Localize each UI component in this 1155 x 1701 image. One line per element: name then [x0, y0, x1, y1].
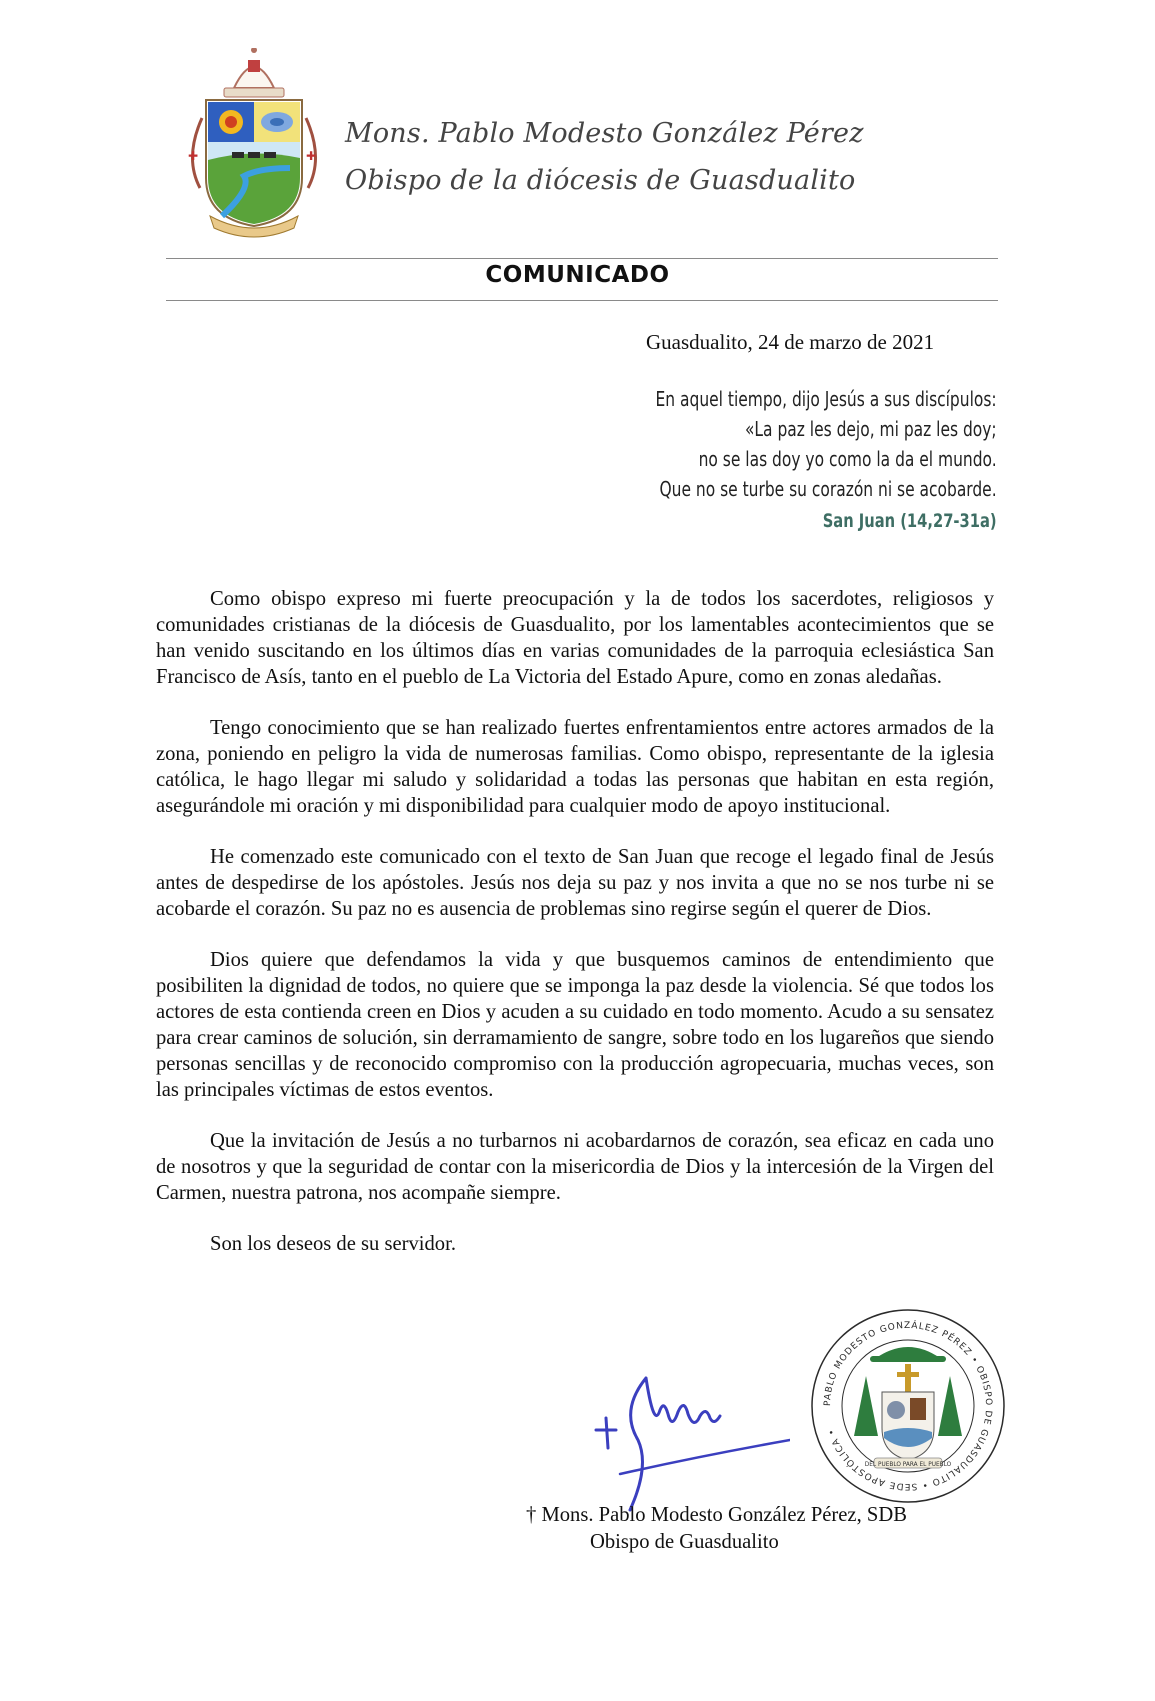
body-paragraph: Que la invitación de Jesús a no turbarnos ni acobardarnos de corazón, sea eficaz en cada uno de nosotros y que la seguridad de contar con la misericordia de Dios y la intercesión de la Virgen del Carmen, nuestra patrona, nos acompañe siempre. [156, 1130, 994, 1204]
body-paragraph: Como obispo expreso mi fuerte preocupación y la de todos los sacerdotes, religiosos y comunidades cristianas de la diócesis de Guasdualito, por los lamentables acontecimientos que se han venido suscitando en los últimos días en varias comunidades de la parroquia eclesiástica San Francisco de Asís, tanto en el pueblo de La Victoria del Estado Apure, como en zonas aledañas. [156, 588, 994, 688]
letterhead-bishop-title: Obispo de la diócesis de Guasdualito [345, 165, 856, 196]
epigraph-line: «La paz les dejo, mi paz les doy; [745, 417, 997, 441]
epigraph-citation: San Juan (14,27-31a) [823, 510, 997, 532]
letterhead [0, 0, 1155, 250]
svg-text:DEL PUEBLO PARA EL PUEBLO: DEL PUEBLO PARA EL PUEBLO [864, 1462, 952, 1468]
handwritten-signature [590, 1370, 790, 1520]
epigraph-line: no se las doy yo como la da el mundo. [698, 447, 997, 471]
epigraph-line: En aquel tiempo, dijo Jesús a sus discípulos: [655, 387, 997, 411]
svg-text:✚: ✚ [306, 149, 317, 163]
heading-rule-top [166, 258, 998, 259]
heading-rule-bottom [166, 300, 998, 301]
body-paragraph: He comenzado este comunicado con el texto de San Juan que recoge el legado final de Jesús antes de despedirse de los apóstoles. Jesús nos deja su paz y nos invita a que no se nos turbe ni se acobarde el corazón. Su paz no es ausencia de problemas sino regirse según el querer de Dios. [156, 846, 994, 920]
body-paragraph: Tengo conocimiento que se han realizado fuertes enfrentamientos entre actores armados de la zona, poniendo en peligro la vida de numerosas familias. Como obispo, representante de la iglesia católica, le hago llegar mi saludo y solidaridad a todas las personas que habitan en esta región, asegurándole mi oración y mi disponibilidad para cualquier modo de apoyo institucional. [156, 717, 994, 817]
svg-text:✚: ✚ [188, 149, 199, 163]
episcopal-seal [808, 1306, 1008, 1506]
letter-body [156, 586, 994, 1282]
closing-line: Son los deseos de su servidor. [210, 1233, 456, 1255]
signatory-name: † Mons. Pablo Modesto González Pérez, SDB [526, 1504, 907, 1526]
signatory-title: Obispo de Guasdualito [590, 1531, 779, 1553]
svg-text:PABLO MODESTO GONZÁLEZ PÉREZ •: PABLO MODESTO GONZÁLEZ PÉREZ • OBISPO DE GUASDUALITO • SEDE APOSTÓLICA • [822, 1320, 994, 1492]
epigraph [656, 384, 997, 536]
letterhead-bishop-name: Mons. Pablo Modesto González Pérez [345, 118, 864, 149]
body-paragraph: Dios quiere que defendamos la vida y que busquemos caminos de entendimiento que posibiliten la dignidad de todos, no quiere que se imponga la paz desde la violencia. Sé que todos los actores de esta contienda creen en Dios y acuden a su cuidado en todo momento. Acudo a su sensatez para crear caminos de solución, sin derramamiento de sangre, sobre todo en los lugareños que siendo personas sencillas y de reconocido compromiso con la producción agropecuaria, muchas veces, son las principales víctimas de estos eventos. [156, 949, 994, 1101]
diocese-coat-of-arms [182, 48, 326, 238]
epigraph-line: Que no se turbe su corazón ni se acobarde. [659, 477, 997, 501]
document-heading: COMUNICADO [485, 262, 670, 288]
date-line: Guasdualito, 24 de marzo de 2021 [646, 330, 935, 354]
